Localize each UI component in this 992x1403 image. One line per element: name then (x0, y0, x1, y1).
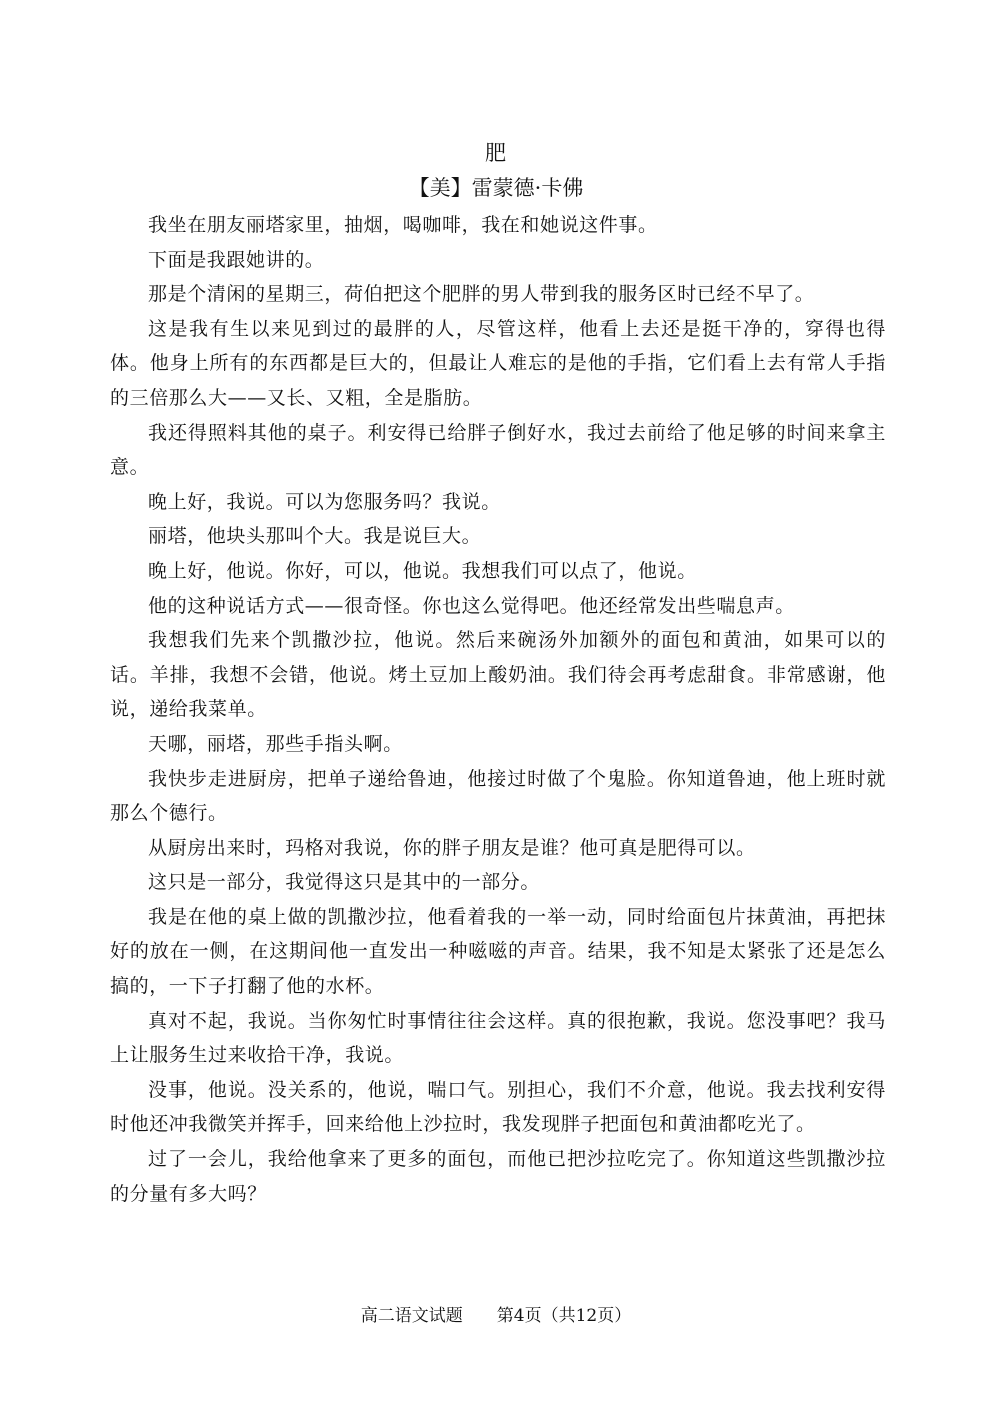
footer-subject: 高二语文试题 (360, 1306, 463, 1326)
paragraph: 没事，他说。没关系的，他说，喘口气。别担心，我们不介意，他说。我去找利安得时他还冲我微笑并挥手，回来给他上沙拉时，我发现胖子把面包和黄油都吃光了。 (110, 1078, 886, 1136)
article-body (110, 208, 886, 1211)
paragraph: 那是个清闲的星期三，荷伯把这个肥胖的男人带到我的服务区时已经不早了。 (148, 283, 815, 306)
paragraph: 这只是一部分，我觉得这只是其中的一部分。 (148, 871, 541, 894)
paragraph: 过了一会儿，我给他拿来了更多的面包，而他已把沙拉吃完了。你知道这些凯撒沙拉的分量有多大吗？ (110, 1148, 886, 1205)
paragraph: 晚上好，我说。可以为您服务吗？我说。 (148, 490, 501, 513)
paragraph: 从厨房出来时，玛格对我说，你的胖子朋友是谁？他可真是肥得可以。 (148, 836, 756, 859)
paragraph: 我快步走进厨房，把单子递给鲁迪，他接过时做了个鬼脸。你知道鲁迪，他上班时就那么个德行。 (110, 767, 886, 825)
paragraph: 我是在他的桌上做的凯撒沙拉，他看着我的一举一动，同时给面包片抹黄油，再把抹好的放在一侧，在这期间他一直发出一种嗞嗞的声音。结果，我不知是太紧张了还是怎么搞的，一下子打翻了他的水杯。 (110, 905, 886, 998)
paragraph: 下面是我跟她讲的。 (148, 248, 325, 271)
paragraph: 天哪，丽塔，那些手指头啊。 (148, 732, 403, 755)
paragraph: 丽塔，他块头那叫个大。我是说巨大。 (148, 525, 482, 548)
footer-page-number: 第4页（共12页） (496, 1306, 632, 1326)
paragraph: 晚上好，他说。你好，可以，他说。我想我们可以点了，他说。 (148, 559, 697, 582)
page-footer (0, 1304, 992, 1328)
paragraph: 这是我有生以来见到过的最胖的人，尽管这样，他看上去还是挺干净的，穿得也得体。他身上所有的东西都是巨大的，但最让人难忘的是他的手指，它们看上去有常人手指的三倍那么大——又长、又粗，全是脂肪。 (110, 317, 886, 409)
paragraph: 我还得照料其他的桌子。利安得已给胖子倒好水，我过去前给了他足够的时间来拿主意。 (110, 421, 886, 479)
paragraph: 真对不起，我说。当你匆忙时事情往往会这样。真的很抱歉，我说。您没事吧？我马上让服务生过来收拾干净，我说。 (110, 1009, 886, 1067)
article-author: 【美】雷蒙德·卡佛 (408, 176, 584, 200)
article-title: 肥 (485, 141, 507, 165)
paragraph: 我坐在朋友丽塔家里，抽烟，喝咖啡，我在和她说这件事。 (148, 214, 658, 236)
paragraph: 他的这种说话方式——很奇怪。你也这么觉得吧。他还经常发出些喘息声。 (148, 594, 795, 617)
paragraph: 我想我们先来个凯撒沙拉，他说。然后来碗汤外加额外的面包和黄油，如果可以的话。羊排，我想不会错，他说。烤土豆加上酸奶油。我们待会再考虑甜食。非常感谢，他说，递给我菜单。 (110, 629, 886, 721)
